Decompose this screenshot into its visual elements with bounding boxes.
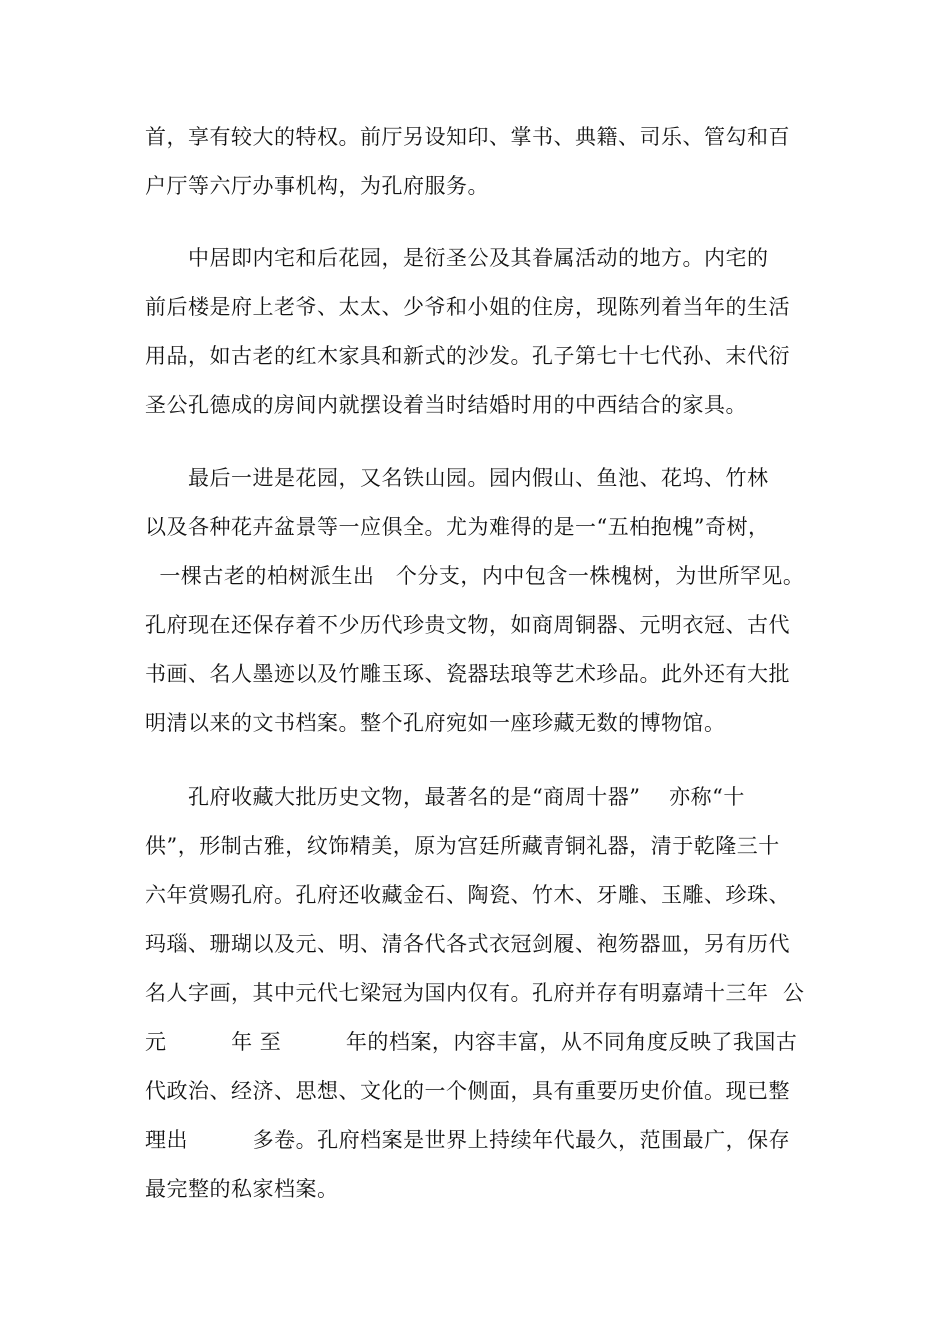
text-line: 书画、名人墨迹以及竹雕玉琢、瓷器珐琅等艺术珍品。此外还有大批 [145,662,790,686]
text-line: 首，享有较大的特权。前厅另设知印、掌书、典籍、司乐、管勾和百 [145,125,790,149]
text-line: 理出 多卷。孔府档案是世界上持续年代最久，范围最广，保存 [145,1128,791,1152]
text-line: 以及各种花卉盆景等一应俱全。尤为难得的是一“五柏抱槐”奇树， [145,515,770,539]
text-line: 孔府现在还保存着不少历代珍贵文物，如商周铜器、元明衣冠、古代 [145,613,790,637]
text-line: 前后楼是府上老爷、太太、少爷和小姐的住房，现陈列着当年的生活 [145,295,790,319]
text-line: 用品，如古老的红木家具和新式的沙发。孔子第七十七代孙、末代衍 [145,344,790,368]
text-line: 户厅等六厅办事机构，为孔府服务。 [145,174,489,198]
text-line: 元 年 至 年的档案，内容丰富，从不同角度反映了我国古 [145,1030,798,1054]
text-line: 玛瑙、珊瑚以及元、明、清各代各式衣冠剑履、袍笏器皿，另有历代 [145,932,790,956]
text-line: 一棵古老的柏树派生出 个分支，内中包含一株槐树，为世所罕见。 [145,564,805,588]
text-line: 最完整的私家档案。 [145,1177,339,1201]
text-line: 孔府收藏大批历史文物，最著名的是“商周十器” 亦称“十 [145,785,745,809]
text-line: 名人字画，其中元代七梁冠为国内仅有。孔府并存有明嘉靖十三年 公 [145,981,805,1005]
text-line: 代政治、经济、思想、文化的一个侧面，具有重要历史价值。现已整 [145,1079,790,1103]
text-line: 圣公孔德成的房间内就摆设着当时结婚时用的中西结合的家具。 [145,393,747,417]
text-line: 中居即内宅和后花园，是衍圣公及其眷属活动的地方。内宅的 [145,246,769,270]
text-line: 六年赏赐孔府。孔府还收藏金石、陶瓷、竹木、牙雕、玉雕、珍珠、 [145,883,790,907]
text-line: 最后一进是花园，又名铁山园。园内假山、鱼池、花坞、竹林 [145,466,769,490]
text-line: 供”，形制古雅，纹饰精美，原为宫廷所藏青铜礼器，清于乾隆三十 [145,834,780,858]
text-line: 明清以来的文书档案。整个孔府宛如一座珍藏无数的博物馆。 [145,711,726,735]
